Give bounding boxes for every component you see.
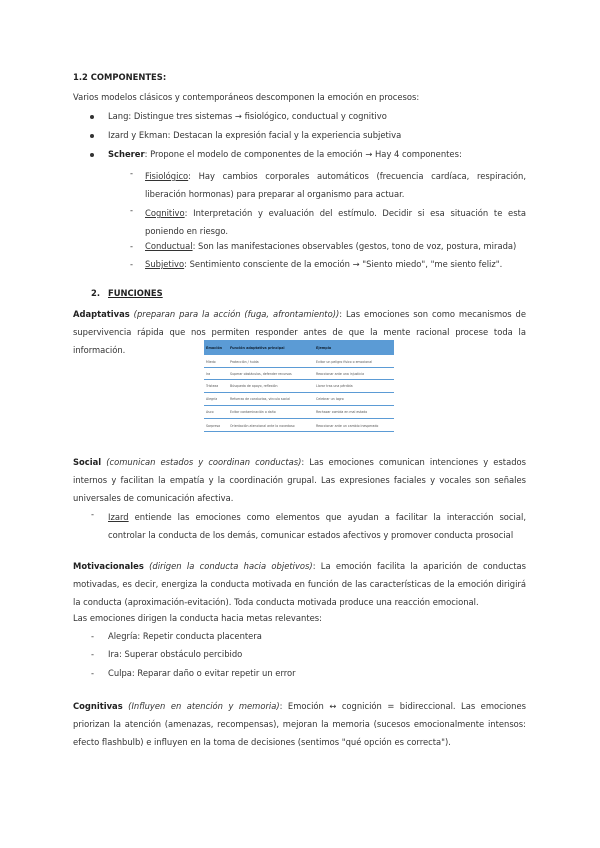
bullet-dot	[90, 115, 94, 119]
component-fisiologico	[145, 167, 526, 203]
table-row-divider	[204, 431, 394, 432]
motiv-item-alegria: Alegría: Repetir conducta placentera	[108, 631, 262, 641]
dash-marker: -	[130, 168, 134, 178]
paragraph-motivacionales	[73, 557, 526, 611]
dash-marker: -	[130, 259, 134, 269]
section-title-funciones: FUNCIONES	[108, 288, 163, 298]
dash-marker: -	[130, 205, 134, 215]
emotions-functions-table	[204, 340, 394, 432]
subjetivo-name: Subjetivo	[145, 259, 185, 269]
table-cell: Sorpresa	[206, 424, 221, 428]
fisiologico-name: Fisiológico	[145, 171, 189, 181]
table-row-divider	[204, 367, 394, 368]
component-subjetivo	[145, 258, 502, 270]
motivacionales-paren: (dirigen la conducta hacia objetivos)	[149, 561, 313, 571]
section-number-funciones: 2.	[91, 288, 101, 298]
table-row-divider	[204, 405, 394, 406]
izard-name: Izard	[108, 512, 129, 522]
table-header-cell: Ejemplo	[316, 346, 332, 350]
component-conductual	[145, 240, 516, 252]
bullet-izard-ekman: Izard y Ekman: Destacan la expresión facial y la experiencia subjetiva	[108, 130, 402, 140]
dash-marker: -	[91, 649, 95, 659]
dash-marker: -	[130, 241, 134, 251]
paragraph-cognitivas	[73, 697, 526, 751]
social-paren: (comunican estados y coordinan conductas)	[106, 457, 302, 467]
table-cell: Evitar un peligro físico o emocional	[316, 360, 373, 364]
conductual-name: Conductual	[145, 241, 193, 251]
table-cell: Refuerzo de conductas, vínculo social	[230, 397, 290, 401]
motivacionales-line2: Las emociones dirigen la conducta hacia metas relevantes:	[73, 613, 322, 623]
table-cell: Reaccionar ante una injusticia	[316, 372, 365, 376]
social-izard-note	[108, 508, 526, 544]
cognitivas-text: : Emoción ↔ cognición = bidireccional. Las emociones priorizan la atención (amenazas, recompensas), mejoran la memoria (sucesos emocionalmente intensos: efecto flashbulb) e influyen en la toma de decisiones (sentimos "qué opción es correcta").	[73, 701, 526, 747]
table-cell: Miedo	[206, 360, 216, 364]
bullet-lang: Lang: Distingue tres sistemas → fisiológico, conductual y cognitivo	[108, 111, 387, 121]
social-text: : Las emociones comunican intenciones y estados internos y facilitan la empatía y la coordinación grupal. Las expresiones faciales y vocales son señales universales de comunicación afectiva.	[73, 457, 526, 503]
adaptativas-paren: (preparan para la acción (fuga, afrontamiento))	[133, 309, 340, 319]
adaptativas-text: : Las emociones son como mecanismos de supervivencia rápida que nos permiten responder antes de que la mente racional procese toda la información.	[73, 309, 526, 355]
table-cell: Superar obstáculos, defender recursos	[230, 372, 292, 376]
social-name: Social	[73, 457, 102, 467]
dash-marker: -	[91, 631, 95, 641]
table-header-cell: Emoción	[206, 346, 223, 350]
table-row-divider	[204, 392, 394, 393]
table-row-divider	[204, 379, 394, 380]
table-row-divider	[204, 418, 394, 419]
table-header-cell: Función adaptativa principal	[230, 346, 285, 350]
table-cell: Evitar contaminación o daño	[230, 410, 276, 414]
scherer-text: : Propone el modelo de componentes de la emoción → Hay 4 componentes:	[144, 149, 462, 159]
dash-marker: -	[91, 668, 95, 678]
motiv-item-ira: Ira: Superar obstáculo percibido	[108, 649, 243, 659]
table-cell: Asco	[206, 410, 214, 414]
bullet-dot	[90, 134, 94, 138]
cognitivo-text: : Interpretación y evaluación del estímulo. Decidir si esa situación te esta poniendo en riesgo.	[145, 208, 526, 236]
bullet-scherer	[108, 148, 462, 160]
table-cell: Protección / huida	[230, 360, 259, 364]
dash-marker: -	[91, 509, 95, 519]
table-cell: Ira	[206, 372, 211, 376]
fisiologico-text: : Hay cambios corporales automáticos (frecuencia cardíaca, respiración, liberación hormonas) para preparar al organismo para actuar.	[145, 171, 526, 199]
table-cell: Llorar tras una pérdida	[316, 384, 353, 388]
paragraph-social	[73, 453, 526, 507]
componentes-intro: Varios modelos clásicos y contemporáneos descomponen la emoción en procesos:	[73, 92, 420, 102]
table-cell: Búsqueda de apoyo, reflexión	[230, 384, 278, 388]
table-cell: Alegría	[206, 397, 218, 401]
cognitivas-name: Cognitivas	[73, 701, 123, 711]
izard-text: entiende las emociones como elementos que ayudan a facilitar la interacción social, controlar la conducta de los demás, comunicar estados afectivos y promover conducta prosocial	[108, 512, 526, 540]
component-cognitivo	[145, 204, 526, 240]
motivacionales-name: Motivacionales	[73, 561, 144, 571]
table-cell: Reaccionar ante un cambio inesperado	[316, 424, 379, 428]
table-cell: Celebrar un logro	[316, 397, 344, 401]
table-cell: Orientación atencional ante lo novedoso	[230, 424, 295, 428]
section-title-componentes: 1.2 COMPONENTES:	[73, 72, 167, 82]
cognitivo-name: Cognitivo	[145, 208, 185, 218]
bullet-dot	[90, 153, 94, 157]
adaptativas-name: Adaptativas	[73, 309, 130, 319]
subjetivo-text: : Sentimiento consciente de la emoción → "Siento miedo", "me siento feliz".	[184, 259, 503, 269]
table-cell: Rechazar comida en mal estado	[316, 410, 368, 414]
motiv-item-culpa: Culpa: Reparar daño o evitar repetir un error	[108, 668, 296, 678]
scherer-name: Scherer	[108, 149, 145, 159]
cognitivas-paren: (Influyen en atención y memoria)	[128, 701, 280, 711]
motivacionales-text: : La emoción facilita la aparición de conductas motivadas, es decir, energiza la conducta motivada en función de las características de la emoción dirigirá la conducta (aproximación-evitación). Toda conducta motivada produce una reacción emocional.	[73, 561, 526, 607]
table-cell: Tristeza	[206, 384, 219, 388]
conductual-text: : Son las manifestaciones observables (gestos, tono de voz, postura, mirada)	[192, 241, 517, 251]
